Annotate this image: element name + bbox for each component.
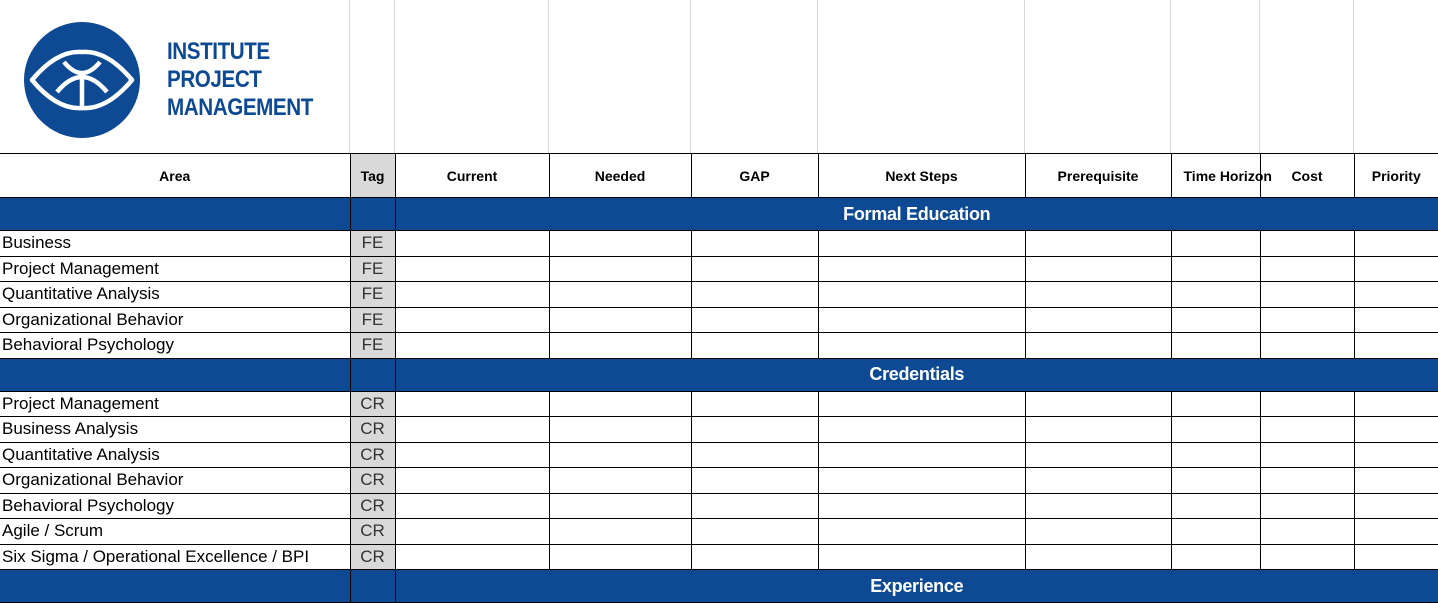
empty-cell-time-horizon[interactable] <box>1171 282 1260 308</box>
section-header-row <box>0 198 1438 231</box>
tag-cell[interactable]: FE <box>350 256 395 282</box>
empty-cell-needed[interactable] <box>549 442 691 468</box>
area-cell[interactable]: Agile / Scrum <box>0 519 350 545</box>
column-header-area[interactable]: Area <box>0 154 350 198</box>
empty-cell-priority[interactable] <box>1354 442 1438 468</box>
empty-cell-current[interactable] <box>395 544 549 570</box>
column-header-prerequisite[interactable]: Prerequisite <box>1025 154 1171 198</box>
empty-cell-current[interactable] <box>395 468 549 494</box>
empty-cell-needed[interactable] <box>549 519 691 545</box>
empty-cell-gap[interactable] <box>691 307 818 333</box>
table-row <box>0 391 1438 417</box>
table-row <box>0 307 1438 333</box>
gridline <box>1170 0 1171 153</box>
empty-cell-cost[interactable] <box>1260 282 1354 308</box>
empty-cell-priority[interactable] <box>1354 417 1438 443</box>
empty-cell-time-horizon[interactable] <box>1171 519 1260 545</box>
empty-cell-cost[interactable] <box>1260 333 1354 359</box>
empty-cell-needed[interactable] <box>549 282 691 308</box>
table-row <box>0 493 1438 519</box>
empty-cell-gap[interactable] <box>691 231 818 257</box>
empty-cell-time-horizon[interactable] <box>1171 391 1260 417</box>
logo-line-3: MANAGEMENT <box>167 94 313 121</box>
section-title[interactable]: Formal Education <box>395 198 1438 231</box>
tag-cell[interactable]: FE <box>350 333 395 359</box>
empty-cell-current[interactable] <box>395 519 549 545</box>
empty-cell-prerequisite[interactable] <box>1025 307 1171 333</box>
empty-cell-next-steps[interactable] <box>818 256 1025 282</box>
empty-cell-prerequisite[interactable] <box>1025 493 1171 519</box>
table-row <box>0 468 1438 494</box>
empty-cell-needed[interactable] <box>549 256 691 282</box>
empty-cell-cost[interactable] <box>1260 442 1354 468</box>
area-cell[interactable]: Quantitative Analysis <box>0 282 350 308</box>
section-tag-cell[interactable] <box>350 198 395 231</box>
empty-cell-prerequisite[interactable] <box>1025 442 1171 468</box>
empty-cell-current[interactable] <box>395 442 549 468</box>
empty-cell-gap[interactable] <box>691 519 818 545</box>
tag-cell[interactable]: FE <box>350 282 395 308</box>
table-row <box>0 333 1438 359</box>
empty-cell-priority[interactable] <box>1354 493 1438 519</box>
empty-cell-priority[interactable] <box>1354 231 1438 257</box>
empty-cell-priority[interactable] <box>1354 282 1438 308</box>
empty-cell-current[interactable] <box>395 391 549 417</box>
empty-cell-cost[interactable] <box>1260 256 1354 282</box>
empty-cell-needed[interactable] <box>549 307 691 333</box>
gridline <box>690 0 691 153</box>
area-cell[interactable]: Project Management <box>0 256 350 282</box>
gridline <box>394 0 395 153</box>
empty-cell-time-horizon[interactable] <box>1171 307 1260 333</box>
empty-cell-time-horizon[interactable] <box>1171 468 1260 494</box>
empty-cell-priority[interactable] <box>1354 333 1438 359</box>
empty-cell-cost[interactable] <box>1260 468 1354 494</box>
empty-cell-current[interactable] <box>395 282 549 308</box>
empty-cell-time-horizon[interactable] <box>1171 333 1260 359</box>
column-header-current[interactable]: Current <box>395 154 549 198</box>
empty-cell-priority[interactable] <box>1354 519 1438 545</box>
area-cell[interactable]: Quantitative Analysis <box>0 442 350 468</box>
empty-cell-prerequisite[interactable] <box>1025 519 1171 545</box>
empty-cell-needed[interactable] <box>549 391 691 417</box>
empty-cell-needed[interactable] <box>549 493 691 519</box>
tag-cell[interactable]: FE <box>350 307 395 333</box>
empty-cell-next-steps[interactable] <box>818 333 1025 359</box>
empty-cell-next-steps[interactable] <box>818 519 1025 545</box>
empty-cell-priority[interactable] <box>1354 544 1438 570</box>
table-row <box>0 417 1438 443</box>
section-area-cell[interactable] <box>0 198 350 231</box>
section-tag-cell[interactable] <box>350 570 395 603</box>
empty-cell-time-horizon[interactable] <box>1171 417 1260 443</box>
empty-cell-gap[interactable] <box>691 544 818 570</box>
area-cell[interactable]: Behavioral Psychology <box>0 493 350 519</box>
area-cell[interactable]: Organizational Behavior <box>0 307 350 333</box>
gridline <box>349 0 350 153</box>
empty-cell-prerequisite[interactable] <box>1025 417 1171 443</box>
empty-cell-prerequisite[interactable] <box>1025 282 1171 308</box>
area-cell[interactable]: Business Analysis <box>0 417 350 443</box>
empty-cell-current[interactable] <box>395 493 549 519</box>
empty-cell-prerequisite[interactable] <box>1025 333 1171 359</box>
empty-cell-gap[interactable] <box>691 468 818 494</box>
empty-cell-prerequisite[interactable] <box>1025 391 1171 417</box>
empty-cell-gap[interactable] <box>691 333 818 359</box>
empty-cell-priority[interactable] <box>1354 391 1438 417</box>
column-header-time-horizon[interactable]: Time Horizon <box>1171 154 1260 198</box>
empty-cell-next-steps[interactable] <box>818 282 1025 308</box>
empty-cell-cost[interactable] <box>1260 417 1354 443</box>
tag-cell[interactable]: FE <box>350 231 395 257</box>
empty-cell-cost[interactable] <box>1260 307 1354 333</box>
column-header-gap[interactable]: GAP <box>691 154 818 198</box>
column-header-needed[interactable]: Needed <box>549 154 691 198</box>
empty-cell-cost[interactable] <box>1260 519 1354 545</box>
empty-cell-time-horizon[interactable] <box>1171 231 1260 257</box>
empty-cell-gap[interactable] <box>691 493 818 519</box>
empty-cell-priority[interactable] <box>1354 256 1438 282</box>
tag-cell[interactable]: CR <box>350 468 395 494</box>
empty-cell-next-steps[interactable] <box>818 493 1025 519</box>
gridline <box>548 0 549 153</box>
tag-cell[interactable]: CR <box>350 493 395 519</box>
empty-cell-gap[interactable] <box>691 282 818 308</box>
empty-cell-prerequisite[interactable] <box>1025 544 1171 570</box>
area-cell[interactable]: Project Management <box>0 391 350 417</box>
empty-cell-cost[interactable] <box>1260 231 1354 257</box>
section-tag-cell[interactable] <box>350 358 395 391</box>
empty-cell-gap[interactable] <box>691 256 818 282</box>
empty-cell-needed[interactable] <box>549 468 691 494</box>
column-header-priority[interactable]: Priority <box>1354 154 1438 198</box>
tag-cell[interactable]: CR <box>350 417 395 443</box>
gridline <box>1259 0 1260 153</box>
table-row <box>0 544 1438 570</box>
empty-cell-current[interactable] <box>395 256 549 282</box>
empty-cell-needed[interactable] <box>549 333 691 359</box>
section-title[interactable]: Credentials <box>395 358 1438 391</box>
header-area <box>0 0 1438 153</box>
table-row <box>0 442 1438 468</box>
gridline <box>1024 0 1025 153</box>
empty-cell-time-horizon[interactable] <box>1171 256 1260 282</box>
empty-cell-cost[interactable] <box>1260 544 1354 570</box>
column-header-tag[interactable]: Tag <box>350 154 395 198</box>
empty-cell-gap[interactable] <box>691 442 818 468</box>
logo-line-2: PROJECT <box>167 66 262 93</box>
empty-cell-gap[interactable] <box>691 391 818 417</box>
section-title[interactable]: Experience <box>395 570 1438 603</box>
table-row <box>0 282 1438 308</box>
empty-cell-time-horizon[interactable] <box>1171 442 1260 468</box>
section-header-row <box>0 570 1438 603</box>
empty-cell-needed[interactable] <box>549 544 691 570</box>
empty-cell-prerequisite[interactable] <box>1025 468 1171 494</box>
empty-cell-time-horizon[interactable] <box>1171 493 1260 519</box>
empty-cell-current[interactable] <box>395 417 549 443</box>
empty-cell-prerequisite[interactable] <box>1025 256 1171 282</box>
empty-cell-cost[interactable] <box>1260 493 1354 519</box>
header-row <box>0 154 1438 198</box>
empty-cell-current[interactable] <box>395 333 549 359</box>
section-area-cell[interactable] <box>0 570 350 603</box>
empty-cell-next-steps[interactable] <box>818 544 1025 570</box>
column-header-next-steps[interactable]: Next Steps <box>818 154 1025 198</box>
empty-cell-gap[interactable] <box>691 417 818 443</box>
empty-cell-next-steps[interactable] <box>818 442 1025 468</box>
column-header-cost[interactable]: Cost <box>1260 154 1354 198</box>
empty-cell-next-steps[interactable] <box>818 231 1025 257</box>
empty-cell-next-steps[interactable] <box>818 468 1025 494</box>
tag-cell[interactable]: CR <box>350 519 395 545</box>
table-row <box>0 231 1438 257</box>
section-header-row <box>0 358 1438 391</box>
eye-logo-icon <box>24 22 140 138</box>
empty-cell-prerequisite[interactable] <box>1025 231 1171 257</box>
empty-cell-current[interactable] <box>395 231 549 257</box>
empty-cell-current[interactable] <box>395 307 549 333</box>
skills-gap-table <box>0 153 1438 603</box>
gridline <box>817 0 818 153</box>
empty-cell-next-steps[interactable] <box>818 417 1025 443</box>
empty-cell-priority[interactable] <box>1354 307 1438 333</box>
empty-cell-needed[interactable] <box>549 231 691 257</box>
tag-cell[interactable]: CR <box>350 442 395 468</box>
area-cell[interactable]: Behavioral Psychology <box>0 333 350 359</box>
empty-cell-next-steps[interactable] <box>818 391 1025 417</box>
logo-wordmark <box>167 38 313 122</box>
logo-line-1: INSTITUTE <box>167 38 270 65</box>
empty-cell-cost[interactable] <box>1260 391 1354 417</box>
empty-cell-next-steps[interactable] <box>818 307 1025 333</box>
table-body <box>0 198 1438 603</box>
area-cell[interactable]: Organizational Behavior <box>0 468 350 494</box>
area-cell[interactable]: Six Sigma / Operational Excellence / BPI <box>0 544 350 570</box>
empty-cell-priority[interactable] <box>1354 468 1438 494</box>
tag-cell[interactable]: CR <box>350 391 395 417</box>
area-cell[interactable]: Business <box>0 231 350 257</box>
table-row <box>0 519 1438 545</box>
tag-cell[interactable]: CR <box>350 544 395 570</box>
table-row <box>0 256 1438 282</box>
empty-cell-time-horizon[interactable] <box>1171 544 1260 570</box>
gridline <box>1353 0 1354 153</box>
section-area-cell[interactable] <box>0 358 350 391</box>
empty-cell-needed[interactable] <box>549 417 691 443</box>
